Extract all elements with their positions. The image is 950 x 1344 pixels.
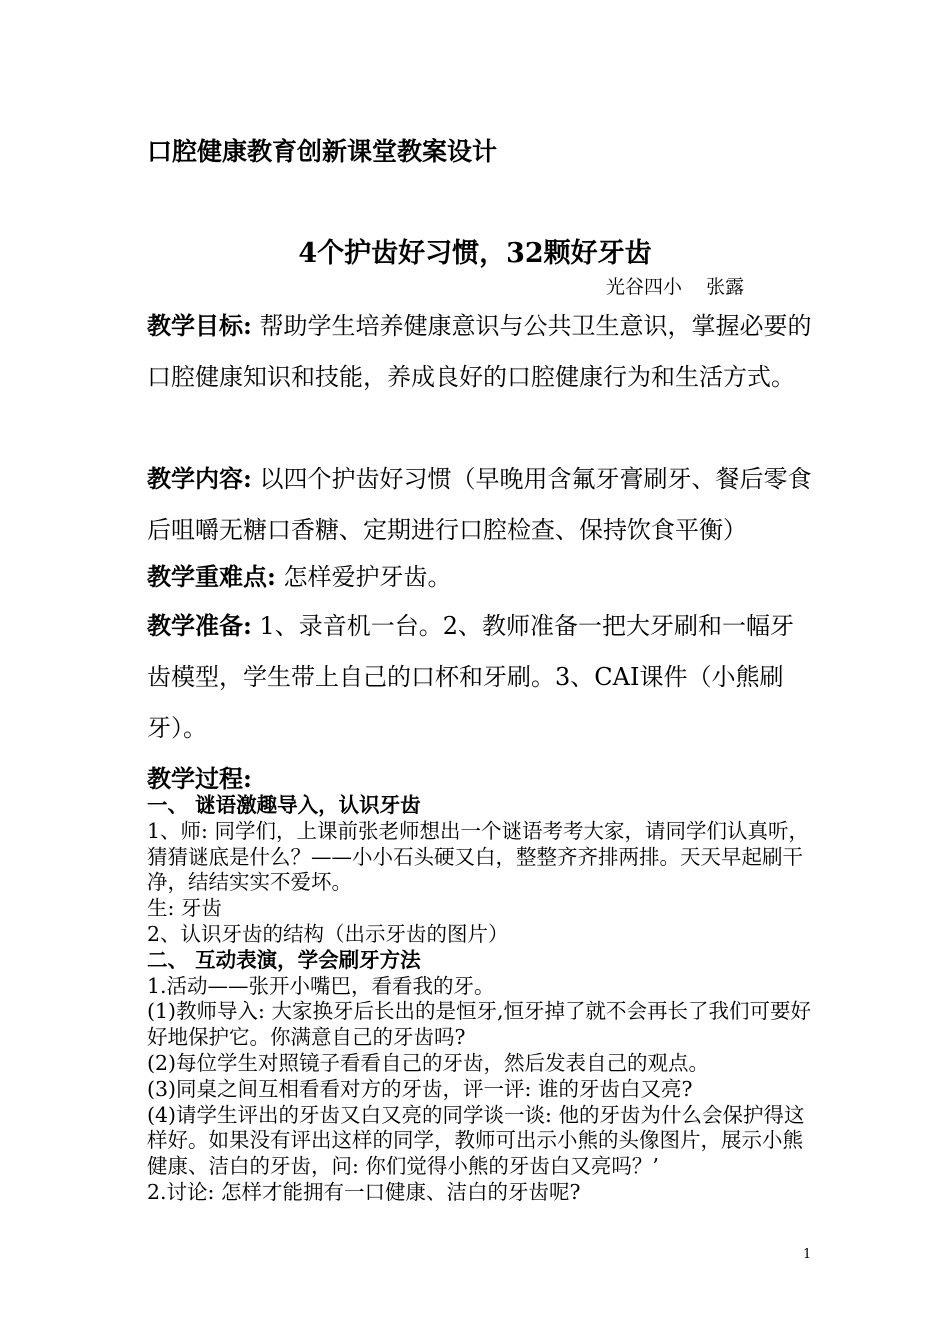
part-two-item-1: 1.活动——张开小嘴巴，看看我的牙。 [147, 973, 495, 998]
teaching-content-label: 教学内容: [147, 464, 252, 493]
teaching-process-heading: 教学过程: [147, 764, 252, 793]
author-line: 光谷四小 张露 [606, 276, 745, 298]
part-two-heading: 二、 互动表演，学会刷牙方法 [147, 947, 421, 972]
part-one-heading: 一、 谜语激趣导入，认识牙齿 [147, 793, 421, 817]
key-points-paragraph [147, 551, 812, 603]
part-two-item-4: (3)同桌之间互相看看对方的牙齿，评一评: 谁的牙齿白又亮? [147, 1076, 693, 1101]
document-title: 口腔健康教育创新课堂教案设计 [147, 137, 498, 166]
teaching-goals-paragraph [147, 300, 812, 403]
teaching-content-paragraph [147, 453, 812, 556]
preparation-text: 1、录音机一台。2、教师准备一把大牙刷和一幅牙齿模型，学生带上自己的口杯和牙刷。3、CAI课件（小熊刷牙）。 [147, 612, 795, 742]
preparation-paragraph [147, 600, 812, 754]
part-one-item-1: 1、师: 同学们，上课前张老师想出一个谜语考考大家，请同学们认真听，猜猜谜底是什么？——小小石头硬又白，整整齐齐排两排。天天早起刷干净，结结实实不爱坏。 [147, 818, 809, 895]
teaching-goals-text: 帮助学生培养健康意识与公共卫生意识，掌握必要的口腔健康知识和技能，养成良好的口腔健康行为和生活方式。 [147, 312, 812, 391]
preparation-label: 教学准备: [147, 611, 252, 640]
key-points-text: 怎样爱护牙齿。 [275, 563, 452, 591]
lesson-title: 4个护齿好习惯，32颗好牙齿 [298, 238, 652, 269]
part-one-item-2: 生: 牙齿 [147, 896, 222, 921]
part-two-item-6: 2.讨论: 怎样才能拥有一口健康、洁白的牙齿呢? [147, 1179, 581, 1204]
part-one-item-3: 2、认识牙齿的结构（出示牙齿的图片） [147, 921, 509, 946]
page-number: 1 [803, 1247, 812, 1262]
part-two-item-2: (1)教师导入: 大家换牙后长出的是恒牙,恒牙掉了就不会再长了我们可要好好地保护它。你满意自己的牙齿吗? [147, 999, 811, 1050]
part-two-item-3: (2)每位学生对照镜子看看自己的牙齿，然后发表自己的观点。 [147, 1050, 710, 1075]
key-points-label: 教学重难点: [147, 562, 276, 591]
process-body [147, 793, 817, 1206]
teaching-content-text: 以四个护齿好习惯（早晚用含氟牙膏刷牙、餐后零食后咀嚼无糖口香糖、定期进行口腔检查、保持饮食平衡） [147, 465, 812, 544]
teaching-goals-label: 教学目标: [147, 311, 252, 340]
part-two-item-5: (4)请学生评出的牙齿又白又亮的同学谈一谈: 他的牙齿为什么会保护得这样好。如果没有评出这样的同学，教师可出示小熊的头像图片，展示小熊健康、洁白的牙齿，问: 你们觉得小熊的牙齿白又亮吗？’ [147, 1102, 805, 1179]
